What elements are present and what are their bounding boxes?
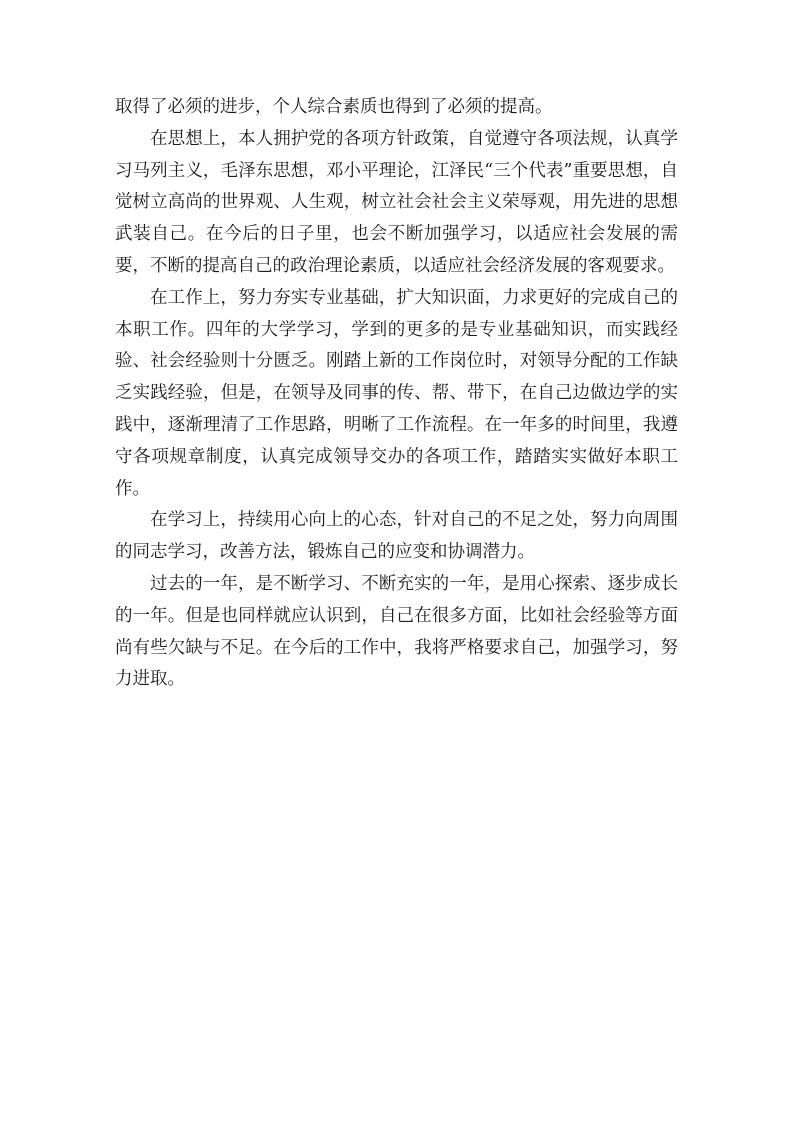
paragraph-work: 在工作上，努力夯实专业基础，扩大知识面，力求更好的完成自己的本职工作。四年的大学学习，学到的更多的是专业基础知识，而实践经验、社会经验则十分匮乏。刚踏上新的工作岗位时，对领导分配的工作缺乏实践经验，但是，在领导及同事的传、帮、带下，在自己边做边学的实践中，逐渐理清了工作思路，明晰了工作流程。在一年多的时间里，我遵守各项规章制度，认真完成领导交办的各项工作，踏踏实实做好本职工作。 — [115, 287, 678, 499]
document-body — [115, 92, 678, 696]
paragraph-summary: 过去的一年，是不断学习、不断充实的一年，是用心探索、逐步成长的一年。但是也同样就应认识到，自己在很多方面，比如社会经验等方面尚有些欠缺与不足。在今后的工作中，我将严格要求自己，加强学习，努力进取。 — [115, 573, 678, 690]
paragraph-ideology: 在思想上，本人拥护党的各项方针政策，自觉遵守各项法规，认真学习马列主义，毛泽东思想，邓小平理论，江泽民“三个代表”重要思想，自觉树立高尚的世界观、人生观，树立社会社会主义荣辱观，用先进的思想武装自己。在今后的日子里，也会不断加强学习，以适应社会发展的需要，不断的提高自己的政治理论素质，以适应社会经济发展的客观要求。 — [115, 128, 678, 276]
paragraph-continuation: 取得了必须的进步，个人综合素质也得到了必须的提高。 — [115, 97, 553, 117]
paragraph-study: 在学习上，持续用心向上的心态，针对自己的不足之处，努力向周围的同志学习，改善方法，锻炼自己的应变和协调潜力。 — [115, 510, 678, 563]
